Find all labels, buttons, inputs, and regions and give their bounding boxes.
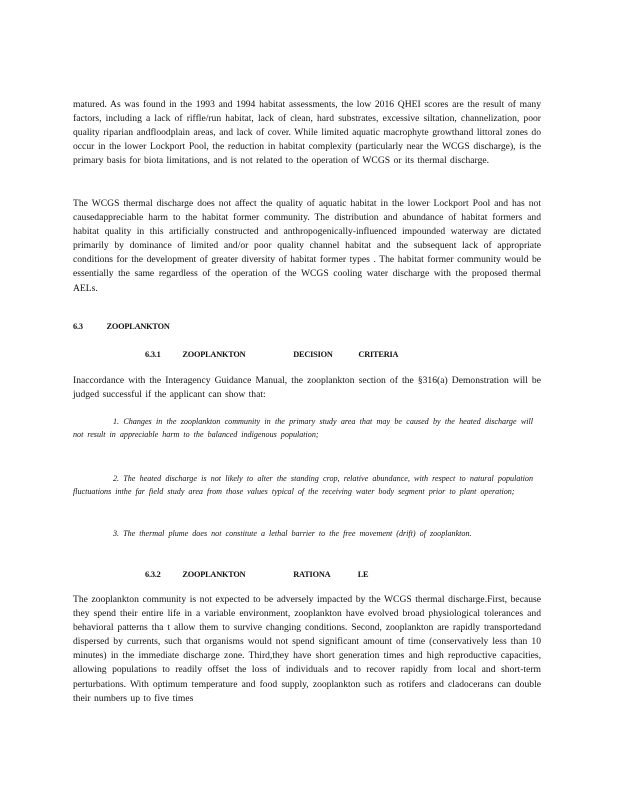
section-title: ZOOPLANKTON: [106, 322, 170, 331]
paragraph-guidance-manual: Inaccordance with the Interagency Guidance Manual, the zooplankton section of the §316(a) Demonstration will be judged successful if the applicant can show that:: [73, 375, 541, 401]
subsection-heading-decision-criteria: [145, 350, 398, 359]
subsection-number: 6.3.1: [145, 350, 161, 359]
criterion-1-text: 1. Changes in the zooplankton community in the primary study area that may be caused by the heated discharge will not result in appreciable harm to the balanced indigenous population;: [73, 417, 533, 440]
subsection-title-word: ZOOPLANKTON: [182, 570, 246, 579]
section-heading: [73, 322, 170, 331]
paragraph-zooplankton-rationale: The zooplankton community is not expected to be adversely impacted by the WCGS thermal discharge.First, because they spend their entire life in a variable environment, zooplankton have evolved broad physiological tolerances and behavioral patterns tha t allow them to survive changing conditions. Second, zooplankton are rapidly transportedand dispersed by currents, such that organisms would not spend significant amount of time (conservatively less than 10 minutes) in the immediate discharge zone. Third,they have short generation times and high reproductive capacities, allowing populations to readily offset the loss of individuals and to recover rapidly from local and short-term perturbations. With optimum temperature and food supply, zooplankton such as rotifers and cladocerans can double their numbers up to five times: [73, 594, 541, 704]
subsection-title-word: CRITERIA: [358, 350, 399, 359]
subsection-title-word: DECISION: [293, 350, 333, 359]
paragraph-habitat-assessment: matured. As was found in the 1993 and 1994 habitat assessments, the low 2016 QHEI scores are the result of many factors, including a lack of riffle/run habitat, lack of clean, hard substrates, excessive siltation, channelization, poor quality riparian andfloodplain areas, and lack of cover. While limited aquatic macrophyte growthand littoral zones do occur in the lower Lockport Pool, the reduction in habitat complexity (particularly near the WCGS discharge), is the primary basis for biota limitations, and is not related to the operation of WCGS or its thermal discharge.: [73, 99, 541, 167]
criterion-3: [73, 527, 533, 540]
paragraph-thermal-discharge-habitat: The WCGS thermal discharge does not affect the quality of aquatic habitat in the lower Lockport Pool and has not causedappreciable harm to the habitat former community. The distribution and abundance of habitat formers and habitat quality in this artificially constructed and anthropogenically-influenced impounded waterway are dictated primarily by dominance of limited and/or poor quality channel habitat and the subsequent lack of appropriate conditions for the development of greater diversity of habitat former types . The habitat former community would be essentially the same regardless of the operation of the WCGS cooling water discharge with the proposed thermal AELs.: [73, 198, 541, 294]
subsection-title-word: RATIONA: [293, 570, 330, 579]
criterion-2-text: 2. The heated discharge is not likely to alter the standing crop, relative abundance, with respect to natural population fluctuations inthe far field study area from those values typical of the receiving water body segment prior to plant operation;: [73, 474, 533, 497]
subsection-title-word: ZOOPLANKTON: [182, 350, 246, 359]
criterion-2: [73, 472, 533, 498]
subsection-title-word: LE: [357, 570, 369, 579]
subsection-number: 6.3.2: [145, 570, 161, 579]
criterion-3-text: 3. The thermal plume does not constitute a lethal barrier to the free movement (drift) of zooplankton.: [113, 529, 472, 538]
subsection-heading-rationale: [145, 570, 368, 579]
section-number: 6.3: [73, 322, 83, 331]
criterion-1: [73, 415, 533, 441]
